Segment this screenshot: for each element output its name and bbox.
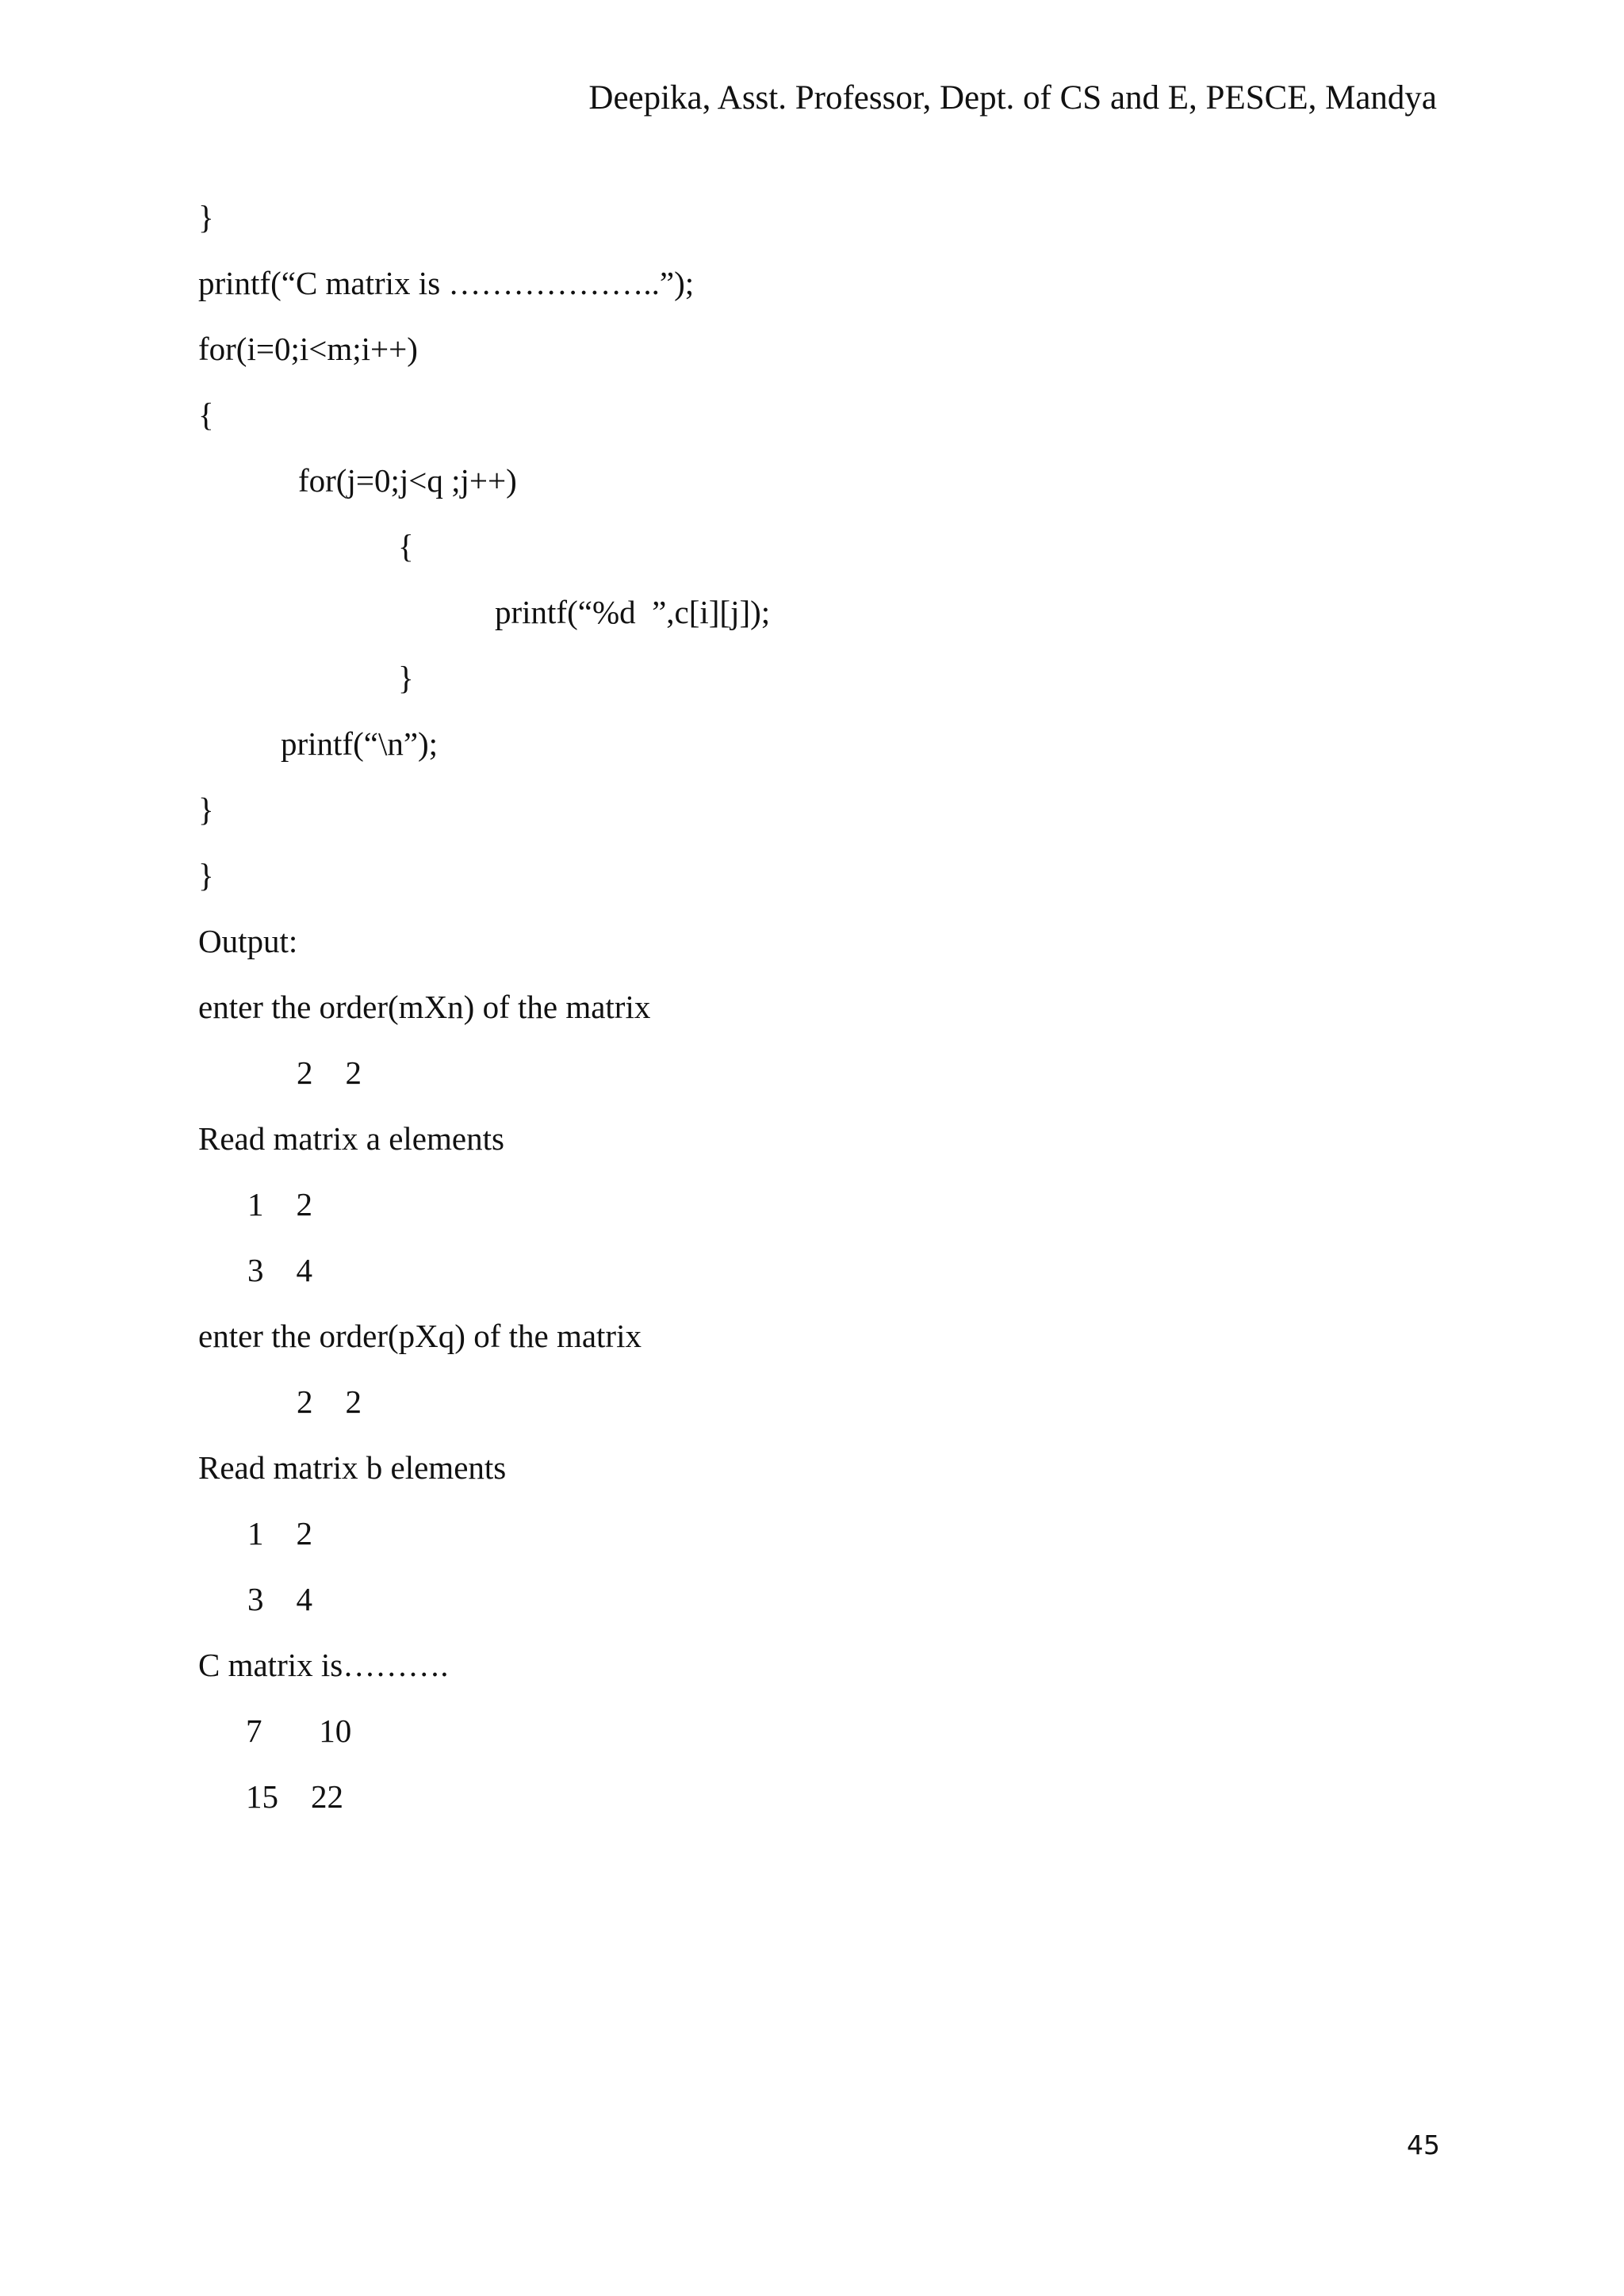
- code-close-brace: }: [198, 199, 214, 235]
- output-matrix-c-row: 7 10: [246, 1712, 352, 1749]
- code-printf-element: printf(“%d ”,c[i][j]);: [495, 594, 771, 630]
- code-for-j-loop: for(j=0;j<q ;j++): [298, 462, 517, 499]
- output-matrix-c-row: 15 22: [246, 1778, 343, 1815]
- output-order-mn-values: 2 2: [297, 1054, 362, 1091]
- code-open-brace: {: [198, 396, 214, 433]
- output-c-matrix-label: C matrix is……….: [198, 1647, 449, 1683]
- output-order-pq-values: 2 2: [297, 1383, 362, 1420]
- code-open-brace: {: [398, 528, 414, 564]
- output-matrix-a-row: 1 2: [247, 1186, 312, 1223]
- output-prompt-order-mn: enter the order(mXn) of the matrix: [198, 989, 651, 1025]
- output-matrix-a-row: 3 4: [247, 1252, 312, 1288]
- code-close-brace: }: [398, 660, 414, 696]
- output-prompt-order-pq: enter the order(pXq) of the matrix: [198, 1318, 642, 1354]
- code-close-brace: }: [198, 857, 214, 894]
- output-label: Output:: [198, 923, 298, 959]
- output-read-matrix-a: Read matrix a elements: [198, 1120, 504, 1157]
- code-close-brace: }: [198, 791, 214, 828]
- output-matrix-b-row: 1 2: [247, 1515, 312, 1552]
- code-printf-newline: printf(“\n”);: [281, 725, 439, 762]
- output-read-matrix-b: Read matrix b elements: [198, 1449, 507, 1486]
- page-header: Deepika, Asst. Professor, Dept. of CS and E, PESCE, Mandya: [588, 79, 1437, 117]
- code-for-i-loop: for(i=0;i<m;i++): [198, 331, 418, 367]
- page-number: 45: [1407, 2130, 1440, 2160]
- output-matrix-b-row: 3 4: [247, 1581, 312, 1617]
- code-printf-c-matrix: printf(“C matrix is ………………..”);: [198, 265, 695, 301]
